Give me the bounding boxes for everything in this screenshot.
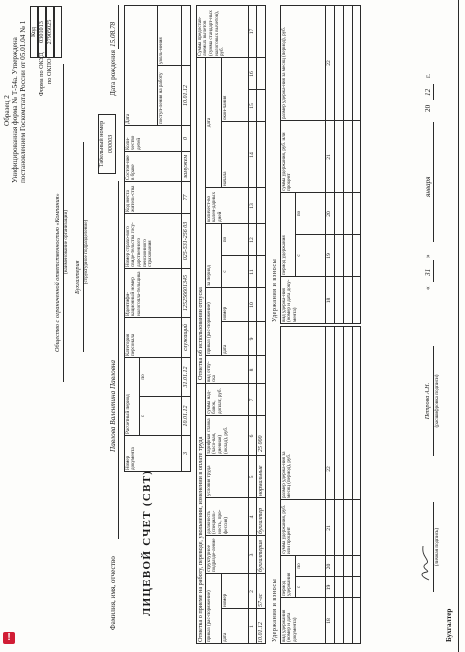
col-num-1: 1 [249, 625, 255, 628]
decree-line: постановлением Госкомстата России от 05.01.04 № 1 [19, 20, 27, 183]
hdr-vacation-kind: вид отпу-ска [206, 361, 218, 382]
hdr-wr-size: размер удержа-ния за месяц (период), руб. [281, 27, 287, 119]
date-day: 31 [424, 268, 432, 276]
col-num-9: 9 [249, 337, 255, 341]
col-num-16: 16 [249, 71, 255, 77]
transcript-caption: (расшифровка подписи) [434, 374, 440, 428]
alert-badge-icon[interactable]: ! [3, 632, 15, 644]
col-num-8: 8 [249, 368, 255, 372]
val-snils: 025-531-256 03 [183, 221, 189, 261]
hdr-marital: Состоя-ние в браке [125, 155, 137, 180]
department-caption: (структурное подразделение) [83, 219, 89, 285]
wr-num-22: 22 [326, 60, 332, 66]
hdr-allowance: сумма над-бавок, доплат, руб. [206, 388, 223, 414]
col-num-12: 12 [249, 237, 255, 243]
hdr-inn: Идентифи-кационный номер налогопла-тельщика [125, 271, 142, 316]
wr-num-21: 21 [326, 154, 332, 160]
hdr-vacation-end: окон-чания [222, 95, 228, 120]
hdr-conditions: условия труда [206, 465, 212, 496]
hdr-vacation-number: номер [222, 306, 228, 320]
birth-value: 15.08.78 [109, 21, 117, 47]
vacation-section-title: Отметка об использовании отпуска [197, 287, 204, 380]
col-num-14: 14 [249, 152, 255, 158]
hdr-wr-amount: сумма удержания, руб. или процент [281, 132, 293, 191]
transcript-value: Петрова А.Н. [424, 382, 431, 420]
date-open-quote: « [424, 286, 432, 290]
row-hire-conditions: нормальные [258, 465, 264, 496]
col-num-13: 13 [249, 203, 255, 209]
form-line: Унифицированная форма № Т-54а. Утверждена [11, 37, 19, 183]
tab-number-label: Табельный номер [98, 120, 105, 168]
hdr-period-to: по [140, 374, 146, 380]
hdr-vacation-order: приказ (рас-поряжение) [206, 302, 212, 354]
fio-label: Фамилия, имя, отчество [109, 556, 117, 630]
hdr-hire-order: приказ (рас-поряжение) [206, 590, 212, 642]
hdr-hire-number: номер [222, 593, 228, 607]
wl-num-22: 22 [326, 466, 332, 472]
wl-num-20: 20 [326, 563, 332, 570]
organization-caption: (наименование организации) [63, 210, 69, 274]
hdr-vacation-period: за период [206, 265, 212, 286]
hdr-wr-from: с [296, 254, 302, 257]
col-num-17: 17 [249, 28, 255, 35]
fio-value: Павлова Валентина Павловна [109, 360, 117, 452]
val-doc-number: 3 [183, 452, 189, 455]
val-category: служащий [183, 324, 189, 351]
col-num-5: 5 [249, 475, 255, 479]
hdr-vacation-days: количест-во кален-дарных дней [206, 191, 223, 222]
wr-num-20: 20 [326, 211, 332, 217]
col-num-10: 10 [249, 302, 255, 308]
hdr-dates: Дата [125, 113, 131, 124]
hire-section-title: Отметка о приеме на работу, переводе, увольнении, изменении в оплате труда [197, 436, 204, 642]
hdr-vacation-dates: дата [206, 117, 212, 128]
col-num-3: 3 [249, 553, 255, 557]
hdr-wl-size: размер удержа-ния за месяц (период), руб. [281, 451, 293, 498]
col-num-6: 6 [249, 434, 255, 438]
accountant-label: Бухгалтер [445, 608, 453, 642]
hdr-wr-period: период удержания [281, 235, 287, 275]
signature-caption: (личная подпись) [434, 527, 440, 567]
hdr-children: Коли-чество детей [125, 135, 142, 150]
birth-label: Дата рождения [109, 50, 117, 96]
hdr-hire: поступ-ления на работу [158, 72, 164, 124]
hdr-hire-date: дата [222, 632, 228, 642]
hdr-unit: структурное подразде-ление [206, 538, 218, 572]
hdr-vacation-date: дата [222, 344, 228, 354]
hdr-vacation-start: начала [222, 171, 228, 186]
hdr-period-from: с [140, 414, 146, 418]
hdr-doc-number: Номер документа [125, 447, 137, 470]
col-num-2: 2 [249, 590, 255, 593]
hdr-snils: Номер страхо-вого свиде-тельства госу-дарственного пенсионного страхования [125, 222, 154, 267]
hdr-residence: Код места житель-ства [125, 185, 137, 212]
hdr-wl-from: с [296, 585, 302, 589]
col-num-7: 7 [249, 398, 255, 402]
withholding-left-title: Удержания и взносы [271, 578, 278, 642]
val-inn: 125256601345 [183, 275, 189, 311]
hdr-wl-kind: вид удержания (номер и дата документа) [281, 609, 298, 642]
date-year: 12 [424, 88, 432, 96]
hdr-wl-to: по [296, 563, 302, 569]
wl-num-18: 18 [326, 618, 332, 624]
col-num-11: 11 [249, 269, 255, 275]
date-year-prefix: 20 [424, 104, 432, 112]
hdr-standard-deductions: Сумма предостав-ляемых вычетов (сумма стандарт-ных налоговых вычетов), руб. [197, 10, 226, 56]
hdr-category: Категория персонала [125, 333, 137, 356]
hdr-vacation-to: по [222, 236, 228, 243]
okpo-label: по ОКПО [46, 58, 53, 84]
row-hire-rate: 25 000 [258, 435, 264, 452]
hdr-period: Расчетный период [125, 394, 131, 434]
row-hire-unit: бухгалтерия [258, 540, 264, 572]
wr-num-19: 19 [326, 253, 332, 259]
sample-label: Образец 2 [3, 95, 11, 126]
wr-num-18: 18 [326, 297, 332, 304]
val-period-from: 10.01.12 [183, 405, 189, 427]
hdr-fire: уволь-нения [158, 37, 164, 64]
val-hire: 10.01.12 [183, 85, 189, 106]
val-period-to: 31.01.12 [183, 366, 189, 388]
col-num-4: 4 [249, 515, 255, 519]
val-marital: замужем [183, 154, 189, 179]
department-name: Бухгалтерия [74, 260, 81, 294]
hdr-wl-period: период удержания [281, 572, 293, 596]
okud-value: 0301013 [38, 21, 45, 43]
hdr-wl-amount: сумма удержания, руб. или процент [281, 504, 293, 554]
hdr-vacation-from: с [222, 270, 228, 273]
hdr-wr-kind: вид удержа-ния (номер и дата доку-мента) [281, 279, 298, 322]
row-hire-position: бухгалтер [258, 507, 264, 534]
hdr-rate: тарифная ставка (часо-вая, дневная) (оклад), руб. [206, 418, 229, 454]
hdr-position: должность (специаль-ность, про-фессия) [206, 509, 229, 534]
withholding-right-title: Удержания и взносы [271, 258, 278, 322]
val-residence: 77 [183, 194, 189, 201]
date-close-quote: » [424, 254, 432, 258]
hdr-wr-to: по [296, 210, 302, 217]
tab-number-value: 000003 [107, 134, 114, 154]
date-month: января [424, 176, 432, 197]
organization-name: Общество с ограниченной ответственностью «Компания» [54, 193, 61, 352]
col-num-15: 15 [249, 103, 255, 109]
page-title: ЛИЦЕВОЙ СЧЕТ (СВТ) [141, 469, 153, 616]
code-label: Код [30, 27, 37, 37]
wl-num-21: 21 [326, 525, 332, 531]
date-year-suffix: г. [424, 74, 432, 78]
okpo-value: 27905025 [46, 19, 53, 45]
row-hire-number: 57-лс [258, 593, 264, 607]
wl-num-19: 19 [326, 584, 332, 591]
row-hire-date: 10.01.12 [258, 622, 264, 643]
okud-label: Форма по ОКУД [38, 52, 45, 96]
val-children: 0 [183, 137, 189, 140]
handwritten-signature [418, 542, 432, 582]
